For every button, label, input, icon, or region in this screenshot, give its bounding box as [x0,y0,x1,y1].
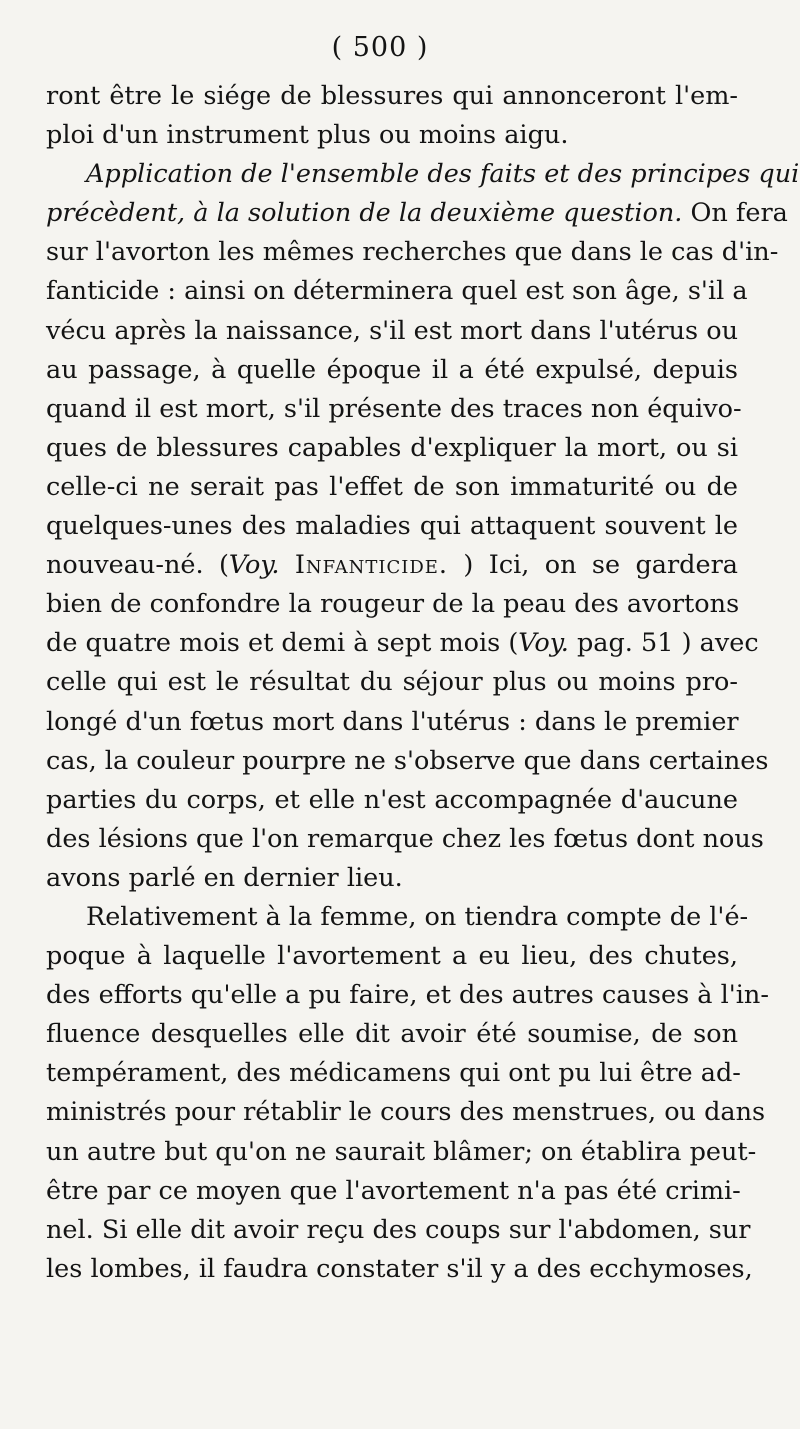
text-line: au passage, à quelle époque il a été expulsé, depuis [46,354,738,385]
text-line: poque à laquelle l'avortement a eu lieu, des chutes, [46,941,738,972]
section-heading-line [46,155,800,194]
text-line: ploi d'un instrument plus ou moins aigu. [46,120,569,151]
text-line: avons parlé en dernier lieu. [46,862,403,893]
body-text [46,77,800,1289]
text-line: sur l'avorton les mêmes recherches que dans le cas d'in- [46,237,779,268]
text-line: quelques-unes des maladies qui attaquent souvent le [46,511,738,542]
text-line: bien de confondre la rougeur de la peau des avortons [46,589,740,620]
text-line: des efforts qu'elle a pu faire, et des autres causes à l'in- [46,980,769,1011]
text-line: nouveau-né. (Voy. Infanticide. ) Ici, on se gardera [46,550,738,581]
text-line: ministrés pour rétablir le cours des menstrues, ou dans [46,1097,766,1128]
text-line: celle qui est le résultat du séjour plus ou moins pro- [46,667,738,698]
page-number: ( 500 ) [331,32,429,63]
text-line: fluence desquelles elle dit avoir été soumise, de son [46,1019,738,1050]
text-line: de quatre mois et demi à sept mois (Voy. pag. 51 ) avec [46,628,759,659]
text-line: précèdent, à la solution de la deuxième question. On fera [46,198,788,229]
cross-reference-term: Infanticide. [294,550,449,581]
text-line: longé d'un fœtus mort dans l'utérus : dans le premier [46,706,739,737]
paragraph-start: Relativement à la femme, on tiendra compte de l'é- [86,901,749,932]
text-line: celle-ci ne serait pas l'effet de son immaturité ou de [46,471,738,502]
text-line: cas, la couleur pourpre ne s'observe que dans certaines [46,745,769,776]
text-line: vécu après la naissance, s'il est mort dans l'utérus ou [46,315,738,346]
text-line: ques de blessures capables d'expliquer la mort, ou si [46,432,738,463]
text-line: tempérament, des médicamens qui ont pu lui être ad- [46,1058,741,1089]
text-line: ront être le siége de blessures qui annonceront l'em- [46,81,738,111]
section-heading-cont: précèdent, à la solution de la deuxième question. [46,198,683,229]
text-line: des lésions que l'on remarque chez les fœtus dont nous [46,823,764,854]
text-line: quand il est mort, s'il présente des traces non équivo- [46,393,742,424]
text-line: être par ce moyen que l'avortement n'a pas été crimi- [46,1175,741,1206]
section-heading: Application de l'ensemble des faits et des principes qui [86,159,800,190]
text-line: les lombes, il faudra constater s'il y a des ecchymoses, [46,1253,753,1284]
text-line: parties du corps, et elle n'est accompagnée d'aucune [46,784,738,815]
text-line: un autre but qu'on ne saurait blâmer; on établira peut- [46,1136,757,1167]
text-line: fanticide : ainsi on déterminera quel est son âge, s'il a [46,276,748,307]
cross-reference: Voy. [228,550,280,581]
text-line: nel. Si elle dit avoir reçu des coups sur l'abdomen, sur [46,1214,751,1245]
cross-reference: Voy. [518,628,569,659]
